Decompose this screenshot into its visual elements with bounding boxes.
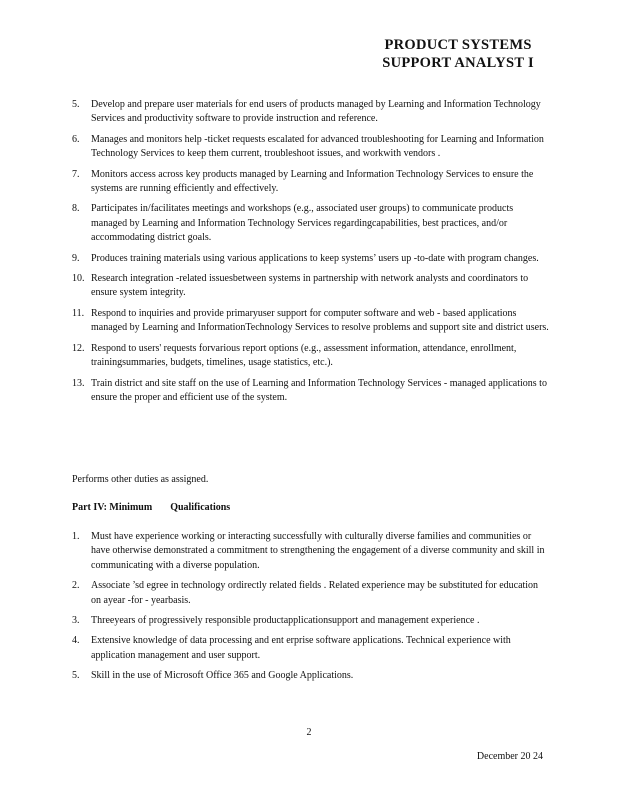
- list-item: 6. Manages and monitors help -ticket requests escalated for advanced troubleshooting for Learning and Information Technology Services to keep them current, troubleshoot issues, and workwith vendors .: [72, 133, 544, 160]
- list-item: 3. Threeyears of progressively responsible productapplicationsupport and management experience .: [72, 615, 480, 627]
- list-item: 9. Produces training materials using various applications to keep systems’ users up -to-date with program changes.: [72, 252, 539, 264]
- list-item: 7. Monitors access across key products managed by Learning and Information Technology Services to ensure the systems are running efficiently and effectively.: [72, 168, 534, 195]
- list-item: 5. Develop and prepare user materials for end users of products managed by Learning and Information Technology Services and productivity software to provide instruction and reference.: [72, 99, 541, 125]
- duties-list: [72, 98, 550, 405]
- list-item: 4. Extensive knowledge of data processing and ent erprise software applications. Technical experience with application management and user support.: [72, 635, 511, 661]
- other-duties-text: Performs other duties as assigned.: [72, 474, 209, 485]
- title-line-2: SUPPORT ANALYST I: [382, 55, 534, 71]
- list-item: 10. Research integration -related issuesbetween systems in partnership with network analysts and coordinators to ensure system integrity.: [72, 273, 529, 299]
- part-title: Qualifications: [170, 502, 231, 513]
- list-item: 13. Train district and site staff on the use of Learning and Information Technology Services - managed applications to ensure the proper and efficient use of the system.: [72, 377, 547, 403]
- document-title: [382, 36, 534, 72]
- list-item: 5. Skill in the use of Microsoft Office 365 and Google Applications.: [72, 670, 354, 682]
- title-line-1: PRODUCT SYSTEMS: [384, 37, 532, 53]
- list-item: 12. Respond to users' requests forvarious report options (e.g., assessment information, attendance, enrollment, trainingsummaries, budgets, timelines, usage statistics, etc.).: [72, 342, 517, 369]
- section-heading: [72, 502, 230, 513]
- list-item: 1. Must have experience working or interacting successfully with culturally diverse families and communities or have otherwise demonstrated a commitment to strengthening the engagement of a diverse community and skill in communicating with a diverse population.: [72, 531, 545, 571]
- part-label: Part IV: Minimum: [72, 502, 153, 513]
- list-item: 8. Participates in/facilitates meetings and workshops (e.g., associated user groups) to communicate products managed by Learning and Information Technology Services regardingcapabilities, best practices, and/or accommodating district goals.: [72, 203, 514, 244]
- list-item: 11. Respond to inquiries and provide primaryuser support for computer software and web - based applications managed by Learning and InformationTechnology Services to resolve problems and support site and district users.: [72, 307, 549, 334]
- page-number: 2: [306, 727, 312, 738]
- qualifications-list: [72, 530, 550, 684]
- footer-date: December 20 24: [476, 751, 543, 762]
- list-item: 2. Associate ’sd egree in technology ordirectly related fields . Related experience may be substituted for education on ayear -for - yearbasis.: [72, 580, 539, 606]
